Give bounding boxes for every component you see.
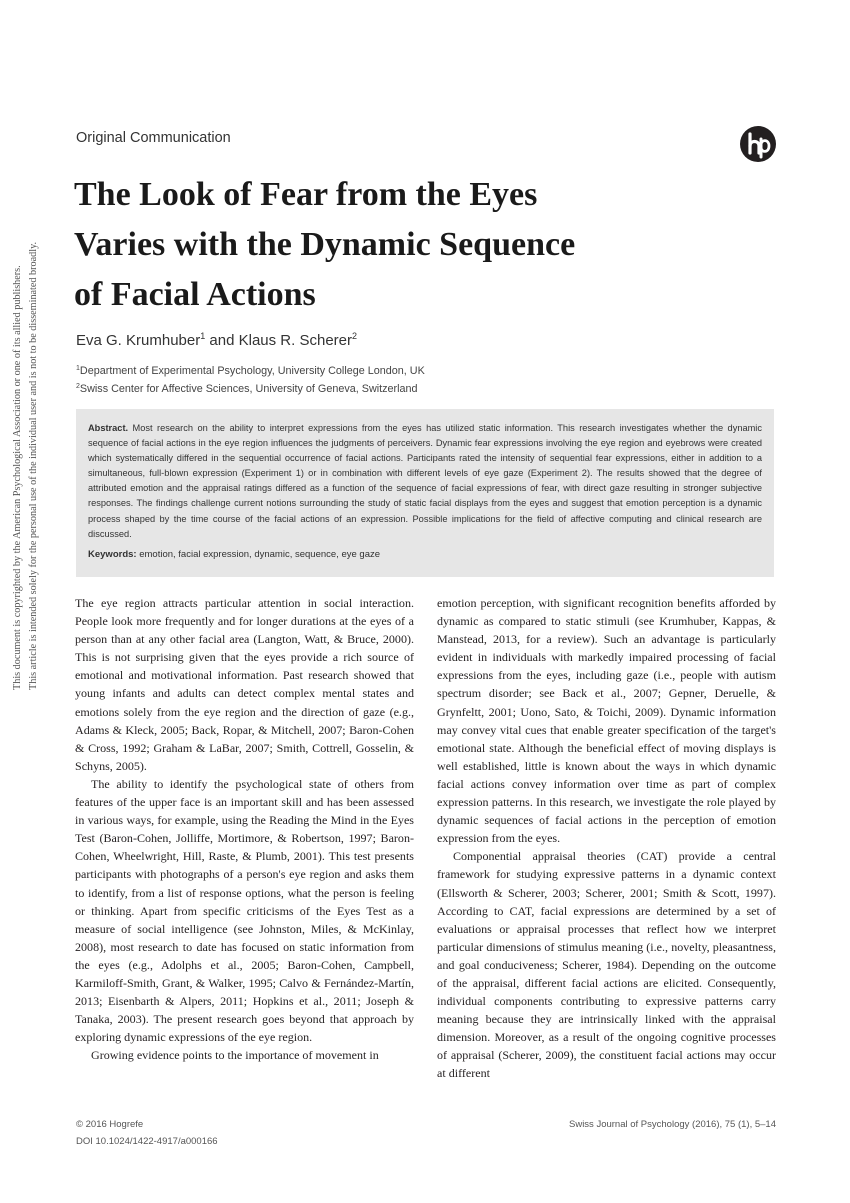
body-paragraph: emotion perception, with significant recognition benefits afforded by dynamic as compared to static stimuli (see Krumhuber, Kappas, & Manstead, 2013, for a review). Such an advantage is particularly evident in individuals with markedly impaired processing of facial expressions from the eyes, including gaze (i.e., people with autism spectrum disorder; see Back et al., 2007; Gepner, Deruelle, & Grynfeltt, 2001; Uono, Sato, & Toichi, 2009). Dynamic information may convey vital cues that enable greater specification of the target's emotional state. Although the beneficial effect of moving displays is well established, little is known about the ways in which dynamic facial actions convey information over time as part of complex expression patterns. In this research, we investigate the role played by dynamic sequences of facial actions in the perception of emotion expression from the eyes.: [437, 596, 776, 846]
affiliation-number: 2: [76, 383, 80, 390]
footer-journal: Swiss Journal of Psychology (2016), 75 (1), 5–14: [569, 1119, 776, 1130]
affiliation: [76, 383, 418, 395]
abstract-label: Abstract.: [88, 423, 129, 433]
affiliation-text: Department of Experimental Psychology, University College London, UK: [79, 365, 425, 377]
body-column-left: [75, 594, 414, 1064]
title-line-1: The Look of Fear from the Eyes: [74, 176, 538, 213]
footer-doi: DOI 10.1024/1422-4917/a000166: [76, 1136, 218, 1147]
affiliation-number: 1: [76, 365, 80, 372]
side-note-line-2: This article is intended solely for the personal use of the individual user and is not to be disseminated broadly.: [27, 241, 39, 690]
side-note-text: [10, 241, 41, 690]
body-paragraph: Growing evidence points to the importance of movement in: [91, 1048, 379, 1063]
body-paragraph: Componential appraisal theories (CAT) provide a central framework for studying expressive patterns in a dynamic context (Ellsworth & Scherer, 2003; Scherer, 2001; Smith & Scott, 1997). According to CAT, facial expressions are determined by a set of evaluations or appraisal processes that reflect how we interpret particular dimensions of stimulus meaning (i.e., novelty, pleasantness, and goal conduciveness; Scherer, 1984). Depending on the outcome of the appraisal, different facial actions are elicited. Consequently, individual components contributing to expressive patterns carry meaning because they are intrinsically linked with the appraisal dimension. Moreover, as a result of the ongoing cognitive processes of appraisal (Scherer, 2009), the constituent facial actions may occur at different: [437, 849, 776, 1081]
side-note-line-1: This document is copyrighted by the American Psychological Association or one of its allied publishers.: [12, 265, 23, 690]
title-line-3: of Facial Actions: [74, 276, 316, 313]
abstract-text: Most research on the ability to interpret expressions from the eyes has utilized static information. This research investigates whether the dynamic sequence of facial actions in the eye region influences the judgments of perceivers. Dynamic fear expressions involving the eye region and eyebrows were created which systematically differed in the sequential occurrence of facial actions. Participants rated the intensity of sequential fear expressions, either in addition to a simultaneous, full-blown expression (Experiment 1) or in combination with different levels of eye gaze (Experiment 2). The results showed that the degree of attributed emotion and the appraisal ratings differed as a function of the sequence of facial expressions of fear, with direct gaze resulting in stronger subjective responses. The findings challenge current notions surrounding the study of static facial displays from the eyes and suggest that emotion perception is a dynamic process shaped by the time course of the facial actions of an expression. Possible implications for the field of affective computing and clinical research are discussed.: [88, 423, 762, 539]
footer-copyright: © 2016 Hogrefe: [76, 1119, 144, 1130]
affiliation: [76, 365, 425, 377]
body-paragraph: The ability to identify the psychological state of others from features of the upper face is an important skill and has been assessed in various ways, for example, using the Reading the Mind in the Eyes Test (Baron-Cohen, Jolliffe, Mortimore, & Robertson, 1997; Baron-Cohen, Wheelwright, Hill, Raste, & Plumb, 2001). This test presents participants with photographs of a person's eye region and asks them to identify, from a list of response options, what the person is feeling or thinking. Apart from specific criticisms of the Eyes Test as a measure of social intelligence (see Johnston, Miles, & McKinlay, 2008), most research to date has focused on static information from the eyes (e.g., Adolphs et al., 2005; Baron-Cohen, Campbell, Karmiloff-Smith, Grant, & Walker, 1995; Calvo & Fernández-Martín, 2013; Eisenbarth & Alpers, 2011; Hopkins et al., 2011; Joseph & Tanaka, 2003). The present research goes beyond that approach by exploring dynamic expressions of the eye region.: [75, 776, 414, 1045]
author-list: [76, 331, 357, 349]
affiliation-text: Swiss Center for Affective Sciences, University of Geneva, Switzerland: [79, 383, 418, 395]
author-name: Eva G. Krumhuber: [76, 332, 201, 349]
author-conjunction: and: [205, 332, 239, 349]
affiliation-marker: 1: [200, 331, 206, 341]
article-title: [74, 170, 714, 320]
keywords: [88, 549, 380, 560]
keywords-label: Keywords:: [88, 549, 137, 560]
body-paragraph: The eye region attracts particular attention in social interaction. People look more frequently and for longer durations at the eyes of a person than at any other facial area (Langton, Watt, & Bruce, 2000). This is not surprising given that the eyes provide a rich source of emotional and motivational information. Past research showed that young infants and adults can detect complex mental states and emotions solely from the eye region and the direction of gaze (e.g., Adams & Kleck, 2005; Back, Ropar, & Mitchell, 2007; Baron-Cohen & Cross, 1992; Graham & LaBar, 2007; Smith, Cottrell, Gosselin, & Schyns, 2005).: [75, 596, 414, 773]
hogrefe-logo-icon: [740, 126, 776, 162]
keywords-text: emotion, facial expression, dynamic, sequence, eye gaze: [136, 549, 381, 560]
copyright-side-note: [0, 0, 50, 1203]
affiliation-marker: 2: [352, 331, 358, 341]
author-name: Klaus R. Scherer: [238, 332, 352, 349]
section-label: Original Communication: [76, 130, 231, 146]
title-line-2: Varies with the Dynamic Sequence: [74, 226, 576, 263]
body-column-right: [437, 594, 776, 1083]
